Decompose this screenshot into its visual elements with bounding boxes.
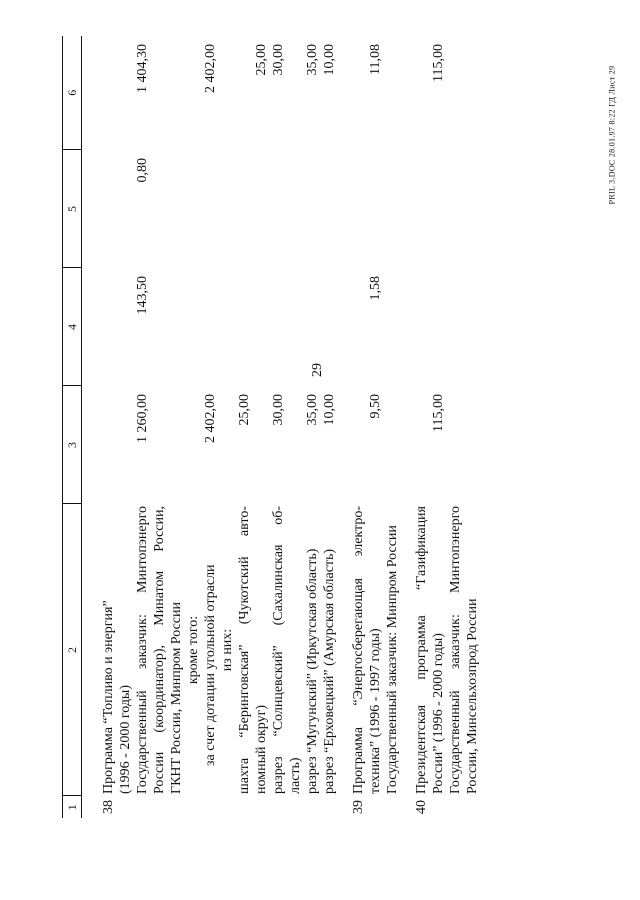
value: 30,00 bbox=[271, 44, 286, 76]
column-header: 5 bbox=[63, 150, 82, 268]
text-line: России (координатор), Минатом России, bbox=[152, 506, 167, 794]
column-header: 2 bbox=[63, 504, 82, 796]
text-line: (1996 - 2000 годы) bbox=[118, 684, 133, 794]
page-number: 29 bbox=[310, 363, 325, 377]
text-line: номный округ) bbox=[254, 705, 269, 794]
footer-file-stamp: PRIL 3.DOC 28.01.97 8:22 ГД Лист 29 bbox=[607, 65, 617, 205]
value: 2 402,00 bbox=[203, 44, 218, 93]
value bbox=[413, 44, 430, 148]
value bbox=[185, 44, 202, 148]
value bbox=[219, 394, 236, 502]
data-table-container bbox=[62, 36, 548, 818]
value bbox=[168, 394, 185, 502]
value bbox=[117, 276, 134, 384]
table-row bbox=[82, 36, 339, 818]
value bbox=[350, 158, 367, 266]
value bbox=[100, 276, 117, 384]
value bbox=[413, 158, 430, 266]
value: 30,00 bbox=[271, 394, 286, 426]
value bbox=[219, 44, 236, 148]
value: 1,58 bbox=[368, 276, 383, 301]
value bbox=[117, 44, 134, 148]
value: 1 404,30 bbox=[135, 44, 150, 93]
text-line: из них: bbox=[220, 628, 235, 672]
value bbox=[253, 394, 270, 502]
column-5-values bbox=[401, 150, 481, 268]
column-header: 4 bbox=[63, 268, 82, 386]
text-line: Государственный заказчик: Минпром России bbox=[385, 525, 400, 794]
text-line: Программа “Энергосберегающая электро- bbox=[351, 506, 366, 794]
value bbox=[185, 394, 202, 502]
text-line: Государственный заказчик: Минтопэнерго bbox=[448, 506, 463, 794]
column-3-values bbox=[401, 386, 481, 504]
column-6-values bbox=[338, 36, 401, 150]
value: 10,00 bbox=[322, 394, 337, 426]
value bbox=[168, 44, 185, 148]
text-line: России, Минсельхозпрод России bbox=[465, 598, 480, 794]
column-4-values bbox=[401, 268, 481, 386]
text-line: разрез “Ерховецкий” (Амурская область) bbox=[322, 548, 337, 794]
column-number-header-row bbox=[63, 36, 82, 818]
value: 2 402,00 bbox=[203, 394, 218, 443]
value: 10,00 bbox=[322, 44, 337, 76]
column-6-values bbox=[401, 36, 481, 150]
value: 25,00 bbox=[254, 44, 269, 76]
text-line: за счет дотации угольной отрасли bbox=[203, 564, 218, 766]
text-line: шахта “Беринговская” (Чукотский авто- bbox=[237, 506, 252, 794]
row-description bbox=[82, 504, 339, 796]
text-line: ласть) bbox=[288, 757, 303, 794]
column-6-values bbox=[82, 36, 339, 150]
text-line: техника” (1996 - 1997 годы) bbox=[368, 628, 383, 794]
value bbox=[117, 158, 134, 266]
value: 0,80 bbox=[135, 158, 150, 183]
row-number: 40 bbox=[414, 800, 429, 814]
value bbox=[350, 276, 367, 384]
text-line: Программа “Топливо и энергия” bbox=[101, 600, 116, 794]
text-line: кроме того: bbox=[186, 615, 201, 685]
column-header: 1 bbox=[63, 796, 82, 818]
column-5-values bbox=[82, 150, 339, 268]
text-line: Президентская программа “Газификация bbox=[414, 506, 429, 794]
column-4-values bbox=[82, 268, 339, 386]
value: 115,00 bbox=[431, 44, 446, 82]
text-line: разрез “Мугунский” (Иркутская область) bbox=[305, 548, 320, 794]
value: 115,00 bbox=[431, 394, 446, 432]
column-header: 3 bbox=[63, 386, 82, 504]
text-line: Государственный заказчик: Минтопэнерго bbox=[135, 506, 150, 794]
value bbox=[413, 394, 430, 502]
value bbox=[100, 44, 117, 148]
text-line: России” (1996 - 2000 годы) bbox=[431, 633, 446, 794]
data-table bbox=[62, 36, 481, 818]
column-4-values bbox=[338, 268, 401, 386]
column-3-values bbox=[338, 386, 401, 504]
value: 35,00 bbox=[305, 44, 320, 76]
row-number: 39 bbox=[351, 800, 366, 814]
value bbox=[413, 276, 430, 384]
value bbox=[236, 44, 253, 148]
value bbox=[287, 44, 304, 148]
value bbox=[350, 394, 367, 502]
column-3-values bbox=[82, 386, 339, 504]
table-row bbox=[338, 36, 401, 818]
value: 9,50 bbox=[368, 394, 383, 419]
value bbox=[287, 394, 304, 502]
value: 35,00 bbox=[305, 394, 320, 426]
column-header: 6 bbox=[63, 36, 82, 150]
column-5-values bbox=[338, 150, 401, 268]
table-row bbox=[401, 36, 481, 818]
row-number: 38 bbox=[101, 800, 116, 814]
value bbox=[117, 394, 134, 502]
text-line: ГКНТ России, Минпром России bbox=[169, 601, 184, 794]
value: 11,08 bbox=[368, 44, 383, 75]
value bbox=[151, 44, 168, 148]
value bbox=[350, 44, 367, 148]
value: 143,50 bbox=[135, 276, 150, 315]
value bbox=[100, 394, 117, 502]
value: 25,00 bbox=[237, 394, 252, 426]
row-description bbox=[338, 504, 401, 796]
value bbox=[100, 158, 117, 266]
text-line: разрез “Солнцевский” (Сахалинская об- bbox=[271, 506, 286, 794]
value: 1 260,00 bbox=[135, 394, 150, 443]
value bbox=[151, 394, 168, 502]
row-description bbox=[401, 504, 481, 796]
